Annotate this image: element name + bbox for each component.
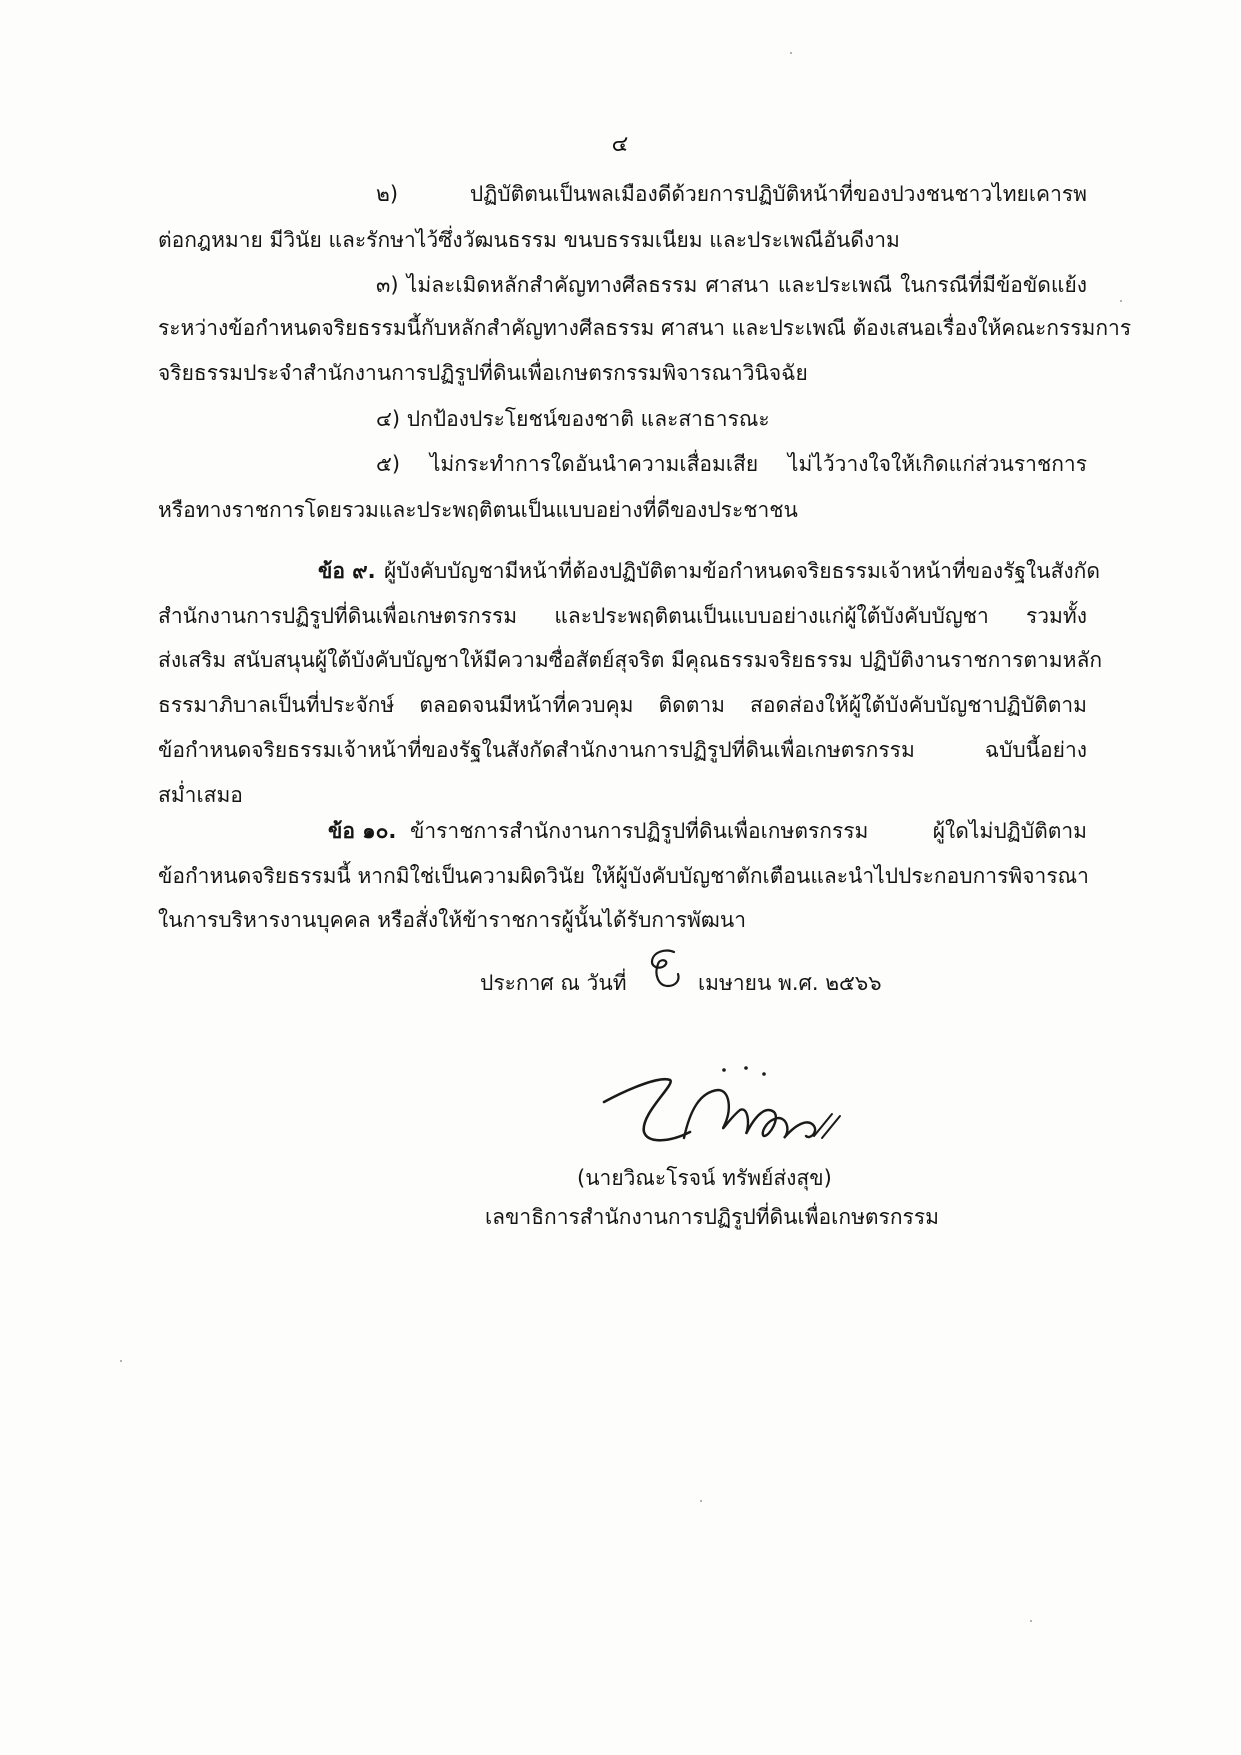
handwritten-day-glyph (644, 948, 688, 994)
scan-speck (1030, 1620, 1032, 1622)
scan-speck (700, 1500, 702, 1502)
signatory-title: เลขาธิการสำนักงานการปฏิรูปที่ดินเพื่อเกษตรกรรม (485, 1205, 939, 1229)
handwritten-day (644, 948, 688, 994)
body-line-5: จริยธรรมประจำสำนักงานการปฏิรูปที่ดินเพื่อเกษตรกรรมพิจารณาวินิจฉัย (158, 361, 808, 385)
signatory-name: (นายวิณะโรจน์ ทรัพย์ส่งสุข) (577, 1166, 832, 1190)
announcement-prefix: ประกาศ ณ วันที่ (480, 971, 627, 995)
clause-9-line-2: สำนักงานการปฏิรูปที่ดินเพื่อเกษตรกรรม และประพฤติตนเป็นแบบอย่างแก่ผู้ใต้บังคับบัญชา รวมทั้ง (158, 604, 1087, 628)
scan-speck (790, 52, 792, 54)
scan-speck (1120, 300, 1122, 302)
signature-glyph (600, 1040, 860, 1160)
body-line-3: ๓) ไม่ละเมิดหลักสำคัญทางศีลธรรม ศาสนา และประเพณี ในกรณีที่มีข้อขัดแย้ง (376, 273, 1087, 297)
body-line-4: ระหว่างข้อกำหนดจริยธรรมนี้กับหลักสำคัญทางศีลธรรม ศาสนา และประเพณี ต้องเสนอเรื่องให้คณะกรรมการ (158, 316, 1132, 340)
clause-10-heading: ข้อ ๑๐. (328, 819, 397, 843)
clause-10-line-1: ข้าราชการสำนักงานการปฏิรูปที่ดินเพื่อเกษตรกรรม ผู้ใดไม่ปฏิบัติตาม (410, 819, 1087, 843)
clause-9-line-6: สม่ำเสมอ (158, 783, 243, 807)
page-number: ๔ (611, 132, 629, 157)
body-line-2: ต่อกฎหมาย มีวินัย และรักษาไว้ซึ่งวัฒนธรรม ขนบธรรมเนียม และประเพณีอันดีงาม (158, 228, 900, 252)
clause-9-line-5: ข้อกำหนดจริยธรรมเจ้าหน้าที่ของรัฐในสังกัดสำนักงานการปฏิรูปที่ดินเพื่อเกษตรกรรม ฉบับนี้อย่าง (158, 738, 1087, 762)
body-line-8: หรือทางราชการโดยรวมและประพฤติตนเป็นแบบอย่างที่ดีของประชาชน (158, 498, 798, 522)
clause-10-line-3: ในการบริหารงานบุคคล หรือสั่งให้ข้าราชการผู้นั้นได้รับการพัฒนา (158, 908, 747, 932)
clause-9-line-3: ส่งเสริม สนับสนุนผู้ใต้บังคับบัญชาให้มีความซื่อสัตย์สุจริต มีคุณธรรมจริยธรรม ปฏิบัติงานราชการตามหลัก (158, 648, 1103, 672)
clause-9-line-4: ธรรมาภิบาลเป็นที่ประจักษ์ ตลอดจนมีหน้าที่ควบคุม ติดตาม สอดส่องให้ผู้ใต้บังคับบัญชาปฏิบัติตาม (158, 693, 1087, 717)
body-line-7: ๕) ไม่กระทำการใดอันนำความเสื่อมเสีย ไม่ไว้วางใจให้เกิดแก่ส่วนราชการ (376, 452, 1087, 476)
scan-speck (120, 1360, 122, 1362)
clause-9-line-1: ผู้บังคับบัญชามีหน้าที่ต้องปฏิบัติตามข้อกำหนดจริยธรรมเจ้าหน้าที่ของรัฐในสังกัด (384, 559, 1101, 583)
clause-10-line-2: ข้อกำหนดจริยธรรมนี้ หากมิใช่เป็นความผิดวินัย ให้ผู้บังคับบัญชาตักเตือนและนำไปประกอบการพิจารณา (158, 864, 1089, 888)
body-line-6: ๔) ปกป้องประโยชน์ของชาติ และสาธารณะ (376, 407, 770, 431)
signature (600, 1040, 860, 1160)
announcement-month-year: เมษายน พ.ศ. ๒๕๖๖ (698, 971, 882, 995)
clause-9-heading: ข้อ ๙. (318, 559, 376, 583)
body-line-1: ๒) ปฏิบัติตนเป็นพลเมืองดีด้วยการปฏิบัติหน้าที่ของปวงชนชาวไทยเคารพ (376, 182, 1087, 206)
